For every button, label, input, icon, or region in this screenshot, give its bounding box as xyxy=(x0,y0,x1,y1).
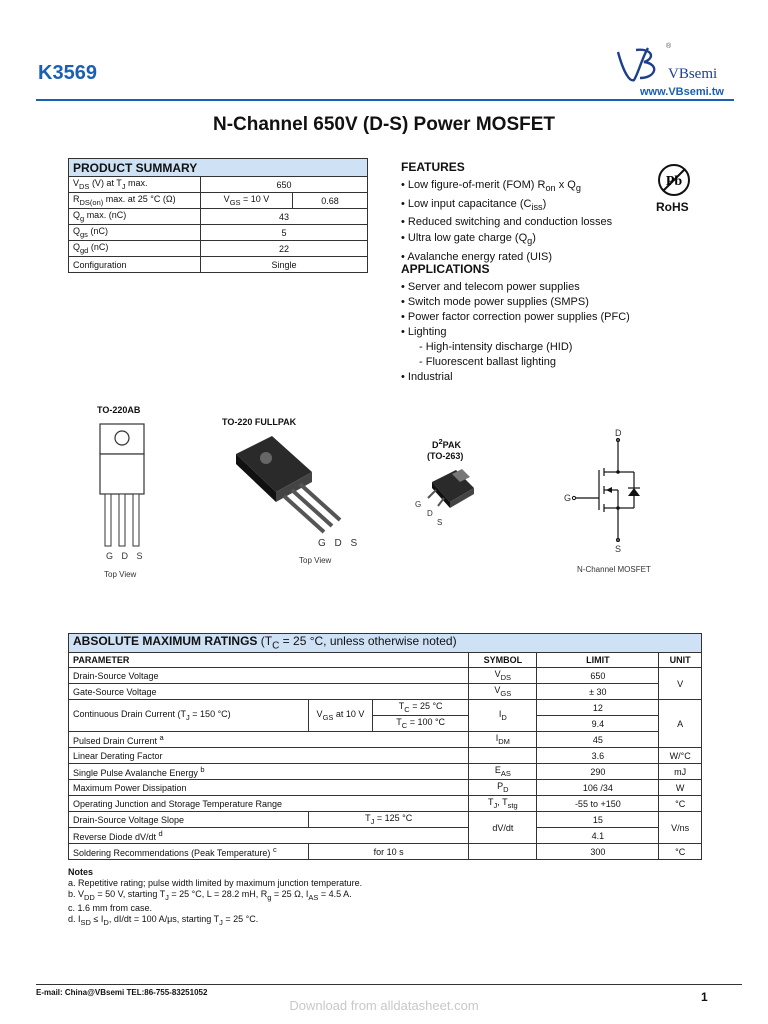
note-item: b. $V_{DD} = 50$ V, starting $T_J = 25$ °C, L = 28.2 mH, $R_g = 25$ Ω, $I_{AS} = 4.5$ A. xyxy=(68,889,352,902)
to220ab-label: TO-220AB xyxy=(97,405,141,415)
list-item: • Industrial xyxy=(401,370,630,385)
fullpak-caption: Top View xyxy=(299,556,332,565)
amr-condition: $V_{GS}$ at 10 V xyxy=(309,700,373,732)
d2pak-pin-s: S xyxy=(437,518,443,527)
amr-param: Pulsed Drain Current $^a$ xyxy=(69,732,469,748)
ps-label: $R_{DS(on)}$ max. at 25 °C (Ω) xyxy=(69,193,201,209)
amr-param: Operating Junction and Storage Temperature Range xyxy=(69,796,469,812)
schematic-s-label: S xyxy=(615,544,622,554)
ps-label: $Q_{gs}$ (nC) xyxy=(69,225,201,241)
amr-param: Continuous Drain Current ($T_J = 150$ °C) xyxy=(69,700,309,732)
pb-text: Pb xyxy=(665,174,683,189)
amr-symbol: $V_{DS}$ xyxy=(469,668,537,684)
d2pak-label: $D^2PAK$ xyxy=(432,437,462,450)
schematic-g-label: G xyxy=(564,493,572,503)
amr-unit: mJ xyxy=(659,764,702,780)
amr-param: Soldering Recommendations (Peak Temperature) $^c$ xyxy=(69,844,309,860)
ps-value: 0.68 xyxy=(293,193,368,209)
website-link[interactable]: www.VBsemi.tw xyxy=(640,86,724,98)
applications-list xyxy=(401,280,630,385)
amr-limit: 300 xyxy=(537,844,659,860)
note-item: c. 1.6 mm from case. xyxy=(68,902,153,913)
amr-limit: 9.4 xyxy=(537,716,659,732)
applications-heading: APPLICATIONS xyxy=(401,262,490,276)
brand-name: VBsemi xyxy=(668,66,718,82)
page-number: 1 xyxy=(701,990,708,1004)
amr-symbol: $I_{DM}$ xyxy=(469,732,537,748)
table-row xyxy=(69,812,702,828)
column-header: UNIT xyxy=(659,653,702,668)
watermark: Download from alldatasheet.com xyxy=(289,998,479,1013)
ps-value: 43 xyxy=(201,209,368,225)
amr-condition: $T_C = 25$ °C xyxy=(373,700,469,716)
d2pak-pin-d: D xyxy=(427,509,433,518)
ps-label: $V_{DS}$ (V) at $T_J$ max. xyxy=(69,177,201,193)
amr-param: Drain-Source Voltage xyxy=(69,668,469,684)
header-divider xyxy=(36,99,734,101)
table-row xyxy=(69,796,702,812)
part-number: K3569 xyxy=(38,62,97,84)
amr-condition: for 10 s xyxy=(309,844,469,860)
amr-unit: °C xyxy=(659,796,702,812)
amr-heading-cell xyxy=(69,634,702,653)
amr-param: Drain-Source Voltage Slope xyxy=(69,812,309,828)
amr-heading: ABSOLUTE MAXIMUM RATINGS xyxy=(73,634,258,649)
ps-value: 650 xyxy=(201,177,368,193)
amr-symbol: $I_D$ xyxy=(469,700,537,732)
amr-symbol: $T_J$, $T_{stg}$ xyxy=(469,796,537,812)
list-item: • Reduced switching and conduction losses xyxy=(401,215,612,231)
amr-limit: 45 xyxy=(537,732,659,748)
list-item: • Low figure-of-merit (FOM) $R_{on}$ x $Q_g$ xyxy=(401,178,612,197)
list-item: • Switch mode power supplies (SMPS) xyxy=(401,295,630,310)
table-row xyxy=(69,844,702,860)
d2pak-pin-g: G xyxy=(415,500,422,509)
list-item: • Server and telecom power supplies xyxy=(401,280,630,295)
amr-limit: 15 xyxy=(537,812,659,828)
table-row xyxy=(69,177,368,193)
list-item: • Lighting xyxy=(401,325,630,340)
amr-limit: ± 30 xyxy=(537,684,659,700)
amr-unit: V/ns xyxy=(659,812,702,844)
table-row xyxy=(69,828,702,844)
registered-mark: ® xyxy=(666,43,672,50)
to220ab-package-icon xyxy=(96,422,148,550)
amr-limit: 106 /34 xyxy=(537,780,659,796)
list-item: • Avalanche energy rated (UIS) xyxy=(401,250,612,266)
product-summary-heading: PRODUCT SUMMARY xyxy=(69,159,368,177)
features-list xyxy=(401,178,612,265)
list-item: - High-intensity discharge (HID) xyxy=(419,341,573,353)
amr-symbol: $E_{AS}$ xyxy=(469,764,537,780)
ps-condition: $V_{GS} = 10$ V xyxy=(201,193,293,209)
amr-limit: 650 xyxy=(537,668,659,684)
amr-limit: 3.6 xyxy=(537,748,659,764)
schematic-d-label: D xyxy=(615,428,622,438)
amr-symbol: $V_{GS}$ xyxy=(469,684,537,700)
ps-value: 22 xyxy=(201,241,368,257)
table-row xyxy=(69,732,702,748)
amr-limit: 290 xyxy=(537,764,659,780)
to220ab-pins: G D S xyxy=(106,551,146,561)
table-row xyxy=(69,668,702,684)
table-row xyxy=(69,684,702,700)
table-header-row xyxy=(69,653,702,668)
footer-contact: E-mail: China@VBsemi TEL:86-755-83251052 xyxy=(36,988,208,997)
amr-unit: A xyxy=(659,700,702,748)
table-row xyxy=(69,225,368,241)
table-row xyxy=(69,700,702,716)
column-header: SYMBOL xyxy=(469,653,537,668)
fullpak-pins: G D S xyxy=(318,538,361,549)
schematic-caption: N-Channel MOSFET xyxy=(577,565,651,574)
table-row xyxy=(69,241,368,257)
table-row xyxy=(69,748,702,764)
n-channel-mosfet-symbol-icon xyxy=(570,438,650,542)
table-row xyxy=(69,193,368,209)
amr-param: Linear Derating Factor xyxy=(69,748,469,764)
to220ab-caption: Top View xyxy=(104,570,137,579)
ps-value: 5 xyxy=(201,225,368,241)
list-item: • Ultra low gate charge $(Q_g)$ xyxy=(401,231,612,250)
table-row xyxy=(69,257,368,273)
note-item: d. $I_{SD} \le I_D$, dI/dt = 100 A/μs, starting $T_J = 25$ °C. xyxy=(68,913,259,927)
amr-unit: W/°C xyxy=(659,748,702,764)
amr-heading-condition: ($T_C = 25$ °C, unless otherwise noted) xyxy=(260,634,457,652)
amr-param: Gate-Source Voltage xyxy=(69,684,469,700)
amr-param: Maximum Power Dissipation xyxy=(69,780,469,796)
features-heading: FEATURES xyxy=(401,160,465,174)
amr-param: Single Pulse Avalanche Energy $^b$ xyxy=(69,764,469,780)
to220-fullpak-package-icon xyxy=(232,432,352,544)
list-item: • Low input capacitance $(C_{iss})$ xyxy=(401,197,612,216)
list-item: • Power factor correction power supplies (PFC) xyxy=(401,310,630,325)
amr-param: Reverse Diode dV/dt $^d$ xyxy=(69,828,469,844)
amr-unit: °C xyxy=(659,844,702,860)
column-header: PARAMETER xyxy=(69,653,469,668)
amr-condition: $T_J = 125$ °C xyxy=(309,812,469,828)
notes-section xyxy=(68,867,362,928)
amr-symbol: dV/dt xyxy=(469,812,537,844)
product-summary-table xyxy=(68,158,368,273)
page-title: N-Channel 650V (D-S) Power MOSFET xyxy=(212,114,556,135)
table-row xyxy=(69,209,368,225)
amr-condition: $T_C = 100$ °C xyxy=(373,716,469,732)
amr-unit: V xyxy=(659,668,702,700)
notes-heading: Notes xyxy=(68,867,94,877)
column-header: LIMIT xyxy=(537,653,659,668)
list-item: - Fluorescent ballast lighting xyxy=(419,356,556,368)
ps-label: Configuration xyxy=(69,257,201,273)
rohs-label: RoHS xyxy=(656,200,689,214)
ps-label: $Q_g$ max. (nC) xyxy=(69,209,201,225)
table-row xyxy=(69,780,702,796)
pb-free-icon xyxy=(656,162,692,198)
amr-symbol: $P_D$ xyxy=(469,780,537,796)
amr-symbol xyxy=(469,844,537,860)
d2pak-label-2: (TO-263) xyxy=(427,451,464,461)
ps-value: Single xyxy=(201,257,368,273)
amr-unit: W xyxy=(659,780,702,796)
ps-label: $Q_{gd}$ (nC) xyxy=(69,241,201,257)
amr-limit: 12 xyxy=(537,700,659,716)
note-item: a. Repetitive rating; pulse width limited by maximum junction temperature. xyxy=(68,878,363,888)
absolute-maximum-ratings-table xyxy=(68,633,702,860)
amr-symbol xyxy=(469,748,537,764)
amr-limit: -55 to +150 xyxy=(537,796,659,812)
fullpak-label: TO-220 FULLPAK xyxy=(222,417,297,427)
footer-divider xyxy=(36,984,742,985)
table-row xyxy=(69,764,702,780)
amr-limit: 4.1 xyxy=(537,828,659,844)
